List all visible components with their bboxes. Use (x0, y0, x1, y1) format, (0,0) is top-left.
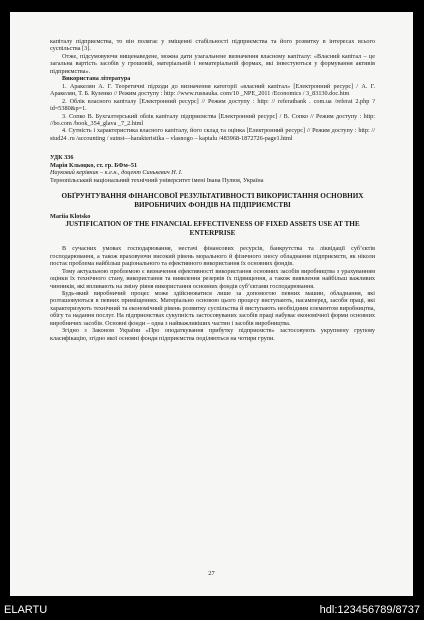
body-paragraph: Згідно з Законом України «Про оподаткування прибутку підприємств» застосовують укрупнену групову класифікацію, згідно якої основні фонди підприємства поділяються на чотири групи. (50, 327, 375, 342)
udk-code: УДК 336 (50, 154, 74, 162)
reference-item: 4. Сутність і характеристика власного капіталу, його склад та оцінка [Електронний ресурс] // Режим доступу : http: // stud24 .ru /accounting / sutnst—harakteristika – vlasnogo – kaptalu /483968-1872726-page1.html (50, 127, 375, 142)
continuation-paragraph: капіталу підприємства, то він полягає у зміщенні стабільності підприємства та його розвитку в інтересах всього суспільства [3]. (50, 38, 375, 53)
supervisor-line: Науковий керівник – к.е.н., доцент Синькевич Н. І. (50, 169, 183, 177)
body-paragraph: В сучасних умовах господарювання, нестачі фінансових ресурсів, банкрутства та ліквідації суб’єктів господарювання, а також враховуючи високий рівень морального й фізичного зносу обладнання підприємств, як ніколи постає проблема найбільш раціонального та ефективного використання їх основних фондів. (50, 245, 375, 268)
body-paragraph: Будь-який виробничий процес може здійснюватися лише за допомогою певних машин, обладнання, які розташовуються в певних приміщеннях. Матеріально основою цього процесу виступають, насамперед, засоби праці, які характеризують технічний та економічний рівень розвитку суспільства й виступають необхідним елементом виробництва, обігу та надання послуг. На підприємствах сукупність застосовуваних засобів праці набуває економічної форми основних виробничих засобів. Основні фонди – одна з найважливіших частин і засобів виробництва. (50, 289, 375, 327)
author-line: Марія Кльоцко, ст. гр. БФм–51 (50, 161, 138, 169)
summary-paragraph: Отже, підсумовуючи вищенаведене, можна дати узагальнене визначення власному капіталу: «Власний капітал – це загальна вартість засобів у грошовій, матеріальній і нематеріальній формах, які інвестуються у формування активів підприємства». (50, 52, 375, 75)
handle-id: hdl:123456789/8737 (319, 604, 420, 616)
article-title-ua: ОБҐРУНТУВАННЯ ФІНАНСОВОЇ РЕЗУЛЬТАТИВНОСТІ ВИКОРИСТАННЯ ОСНОВНИХ ВИРОБНИЧИХ ФОНДІВ НА ПІДПРИЄМСТВІ (61, 192, 364, 209)
document-page (10, 12, 413, 596)
page-number: 27 (208, 570, 215, 577)
references-heading: Використана література (62, 75, 131, 83)
footer-bar (0, 602, 424, 620)
affiliation-line: Тернопільський національний технічний університет імені Івана Пулюя, Україна (50, 176, 264, 184)
author-en: Mariia Klotsko (50, 212, 91, 220)
reference-item: 1. Аракелян А. Г. Теоретичні підходи до визначення категорії «власний капітал» [Електронний ресурс] / А. Г. Аракелян, Т. Б. Кузенко // Режим доступу : http: //www.rusnauka. com/10 _NPE_2011 /Economics / 3_83130.doc.htm (50, 82, 375, 98)
body-paragraph: Тому актуальною проблемою є визначення ефективності використання основних засобів виробництва з урахуванням оцінки їх технічного стану, використання та виявлення резервів їх підвищення, а також виявлення найбільш важливих чинників, які впливають на зміну рівня використання основних фондів суб’єктами господарювання. (50, 267, 375, 290)
reference-item: 3. Сопко В. Бухгалтерський облік капіталу підприємства [Електронний ресурс] / В. Сопко // Режим доступу : http: //bo.com /book_354_glava _7_2.html (50, 112, 375, 127)
reference-item: 2. Облік власного капіталу [Електронний ресурс] // Режим доступу : http: // referatbank . com.ua /referat 2.php ?id=5380&p=1. (50, 97, 375, 113)
article-title-en: JUSTIFICATION OF THE FINANCIAL EFFECTIVENESS OF FIXED ASSETS USE AT THE ENTERPRISE (65, 220, 360, 237)
repository-name: ELARTU (4, 604, 48, 616)
